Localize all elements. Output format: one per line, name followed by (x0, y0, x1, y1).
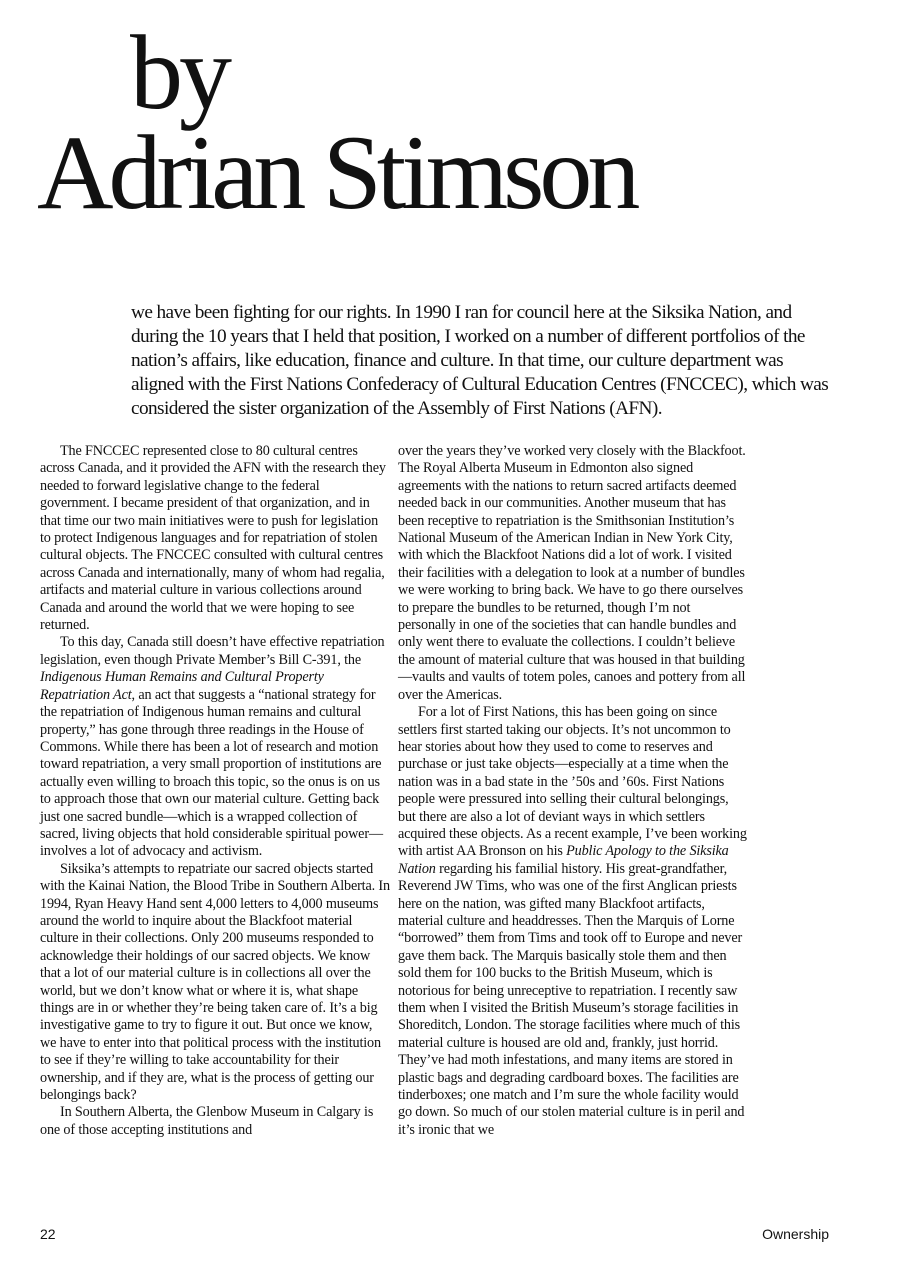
paragraph: The FNCCEC represented close to 80 cultural centres across Canada, and it provided the AFN with the research they needed to forward legislative change to the federal government. I became president of that organization, and in that time our two main initiatives were to push for legislation to protect Indigenous languages and for repatriation of stolen cultural objects. The FNCCEC consulted with cultural centres across Canada and internationally, many of whom had regalia, artifacts and material culture in various collections around Canada and around the world that we were hoping to see returned. (40, 443, 386, 634)
right-column (398, 443, 748, 1139)
artwork-title: Public Apology to the Siksika Nation (398, 843, 729, 877)
paragraph: Siksika’s attempts to repatriate our sacred objects started with the Kainai Nation, the Blood Tribe in Southern Alberta. In 1994, Ryan Heavy Hand sent 4,000 letters to 4,000 museums around the world to inquire about the Blackfoot material culture in their collections. Only 200 museums responded to acknowledge their holdings of our sacred objects. We know that a lot of our material culture is in collections all over the world, but we don’t know what or where it is, what shape things are in or whether they’re being taken care of. It’s a big investigative game to try to figure it out. But once we know, we have to enter into that political process with the institution to see if they’re willing to take accountability for their ownership, and if they are, what is the process of getting our belongings back? (40, 860, 390, 1104)
paragraph: In Southern Alberta, the Glenbow Museum in Calgary is one of those accepting institutions and (40, 1104, 374, 1138)
paragraph: To this day, Canada still doesn’t have effective repatriation legislation, even though Private Member’s Bill C-391, the Indigenous Human Remains and Cultural Property Repatriation Act, an act that suggests a “national strategy for the repatriation of Indigenous human remains and cultural property,” has gone through three readings in the House of Commons. While there has been a lot of research and motion toward repatriation, a very small proportion of institutions are actually even willing to broach this topic, so the onus is on us to approach those that own our material culture. Getting back just one sacred bundle—which is a wrapped collection of sacred, living objects that hold considerable spiritual power—involves a lot of advocacy and activism. (40, 634, 385, 860)
paragraph: over the years they’ve worked very closely with the Blackfoot. The Royal Alberta Museum in Edmonton also signed agreements with the nations to return sacred artifacts deemed needed back in our communities. Another museum that has been receptive to repatriation is the Smithsonian Institution’s National Museum of the American Indian in New York City, with which the Blackfoot Nations did a lot of work. I visited their facilities with a delegation to look at a number of bundles we were working to bring back. We have to go there ourselves to prepare the bundles to be returned, though I’m not personally in one of the societies that can handle bundles and only went there to evaluate the collections. I couldn’t believe the amount of material culture that was housed in that building—vaults and vaults of totem poles, canoes and pottery from all over the Americas. (398, 443, 746, 703)
bill-title: Indigenous Human Remains and Cultural Property Repatriation Act (40, 669, 324, 703)
paragraph: For a lot of First Nations, this has been going on since settlers first started taking our objects. It’s not uncommon to hear stories about how they used to come to reserves and purchase or just take objects—especially at a time when the nation was in a bad state in the ’50s and ’60s. First Nations people were pressured into selling their cultural belongings, but there are also a lot of deviant ways in which settlers acquired these objects. As a recent example, I’ve been working with artist AA Bronson on his Public Apology to the Siksika Nation regarding his familial history. His great-grandfather, Reverend JW Tims, who was one of the first Anglican priests here on the nation, was gifted many Blackfoot artifacts, material culture and headdresses. Then the Marquis of Lorne “borrowed” them from Tims and took off to Europe and never gave them back. The Marquis basically stole them and then sold them for 100 bucks to the British Museum, which is notorious for being unreceptive to repatriation. I recently saw them when I visited the British Museum’s storage facilities in Shoreditch, London. The storage facilities where much of this material culture is housed are old and, frankly, just horrid. They’ve had moth infestations, and many items are stored in plastic bags and degrading cardboard boxes. The facilities are tinderboxes; one match and I’m sure the whole facility would go down. So much of our stolen material culture is in peril and it’s ironic that we (398, 704, 747, 1138)
section-title: Ownership (762, 1226, 829, 1242)
intro-paragraph: we have been fighting for our rights. In 1990 I ran for council here at the Siksika Nation, and during the 10 years that I held that position, I worked on a number of different portfolios of the nation’s affairs, like education, finance and culture. In that time, our culture department was aligned with the First Nations Confederacy of Cultural Education Centres (FNCCEC), which was considered the sister organization of the Assembly of First Nations (AFN). (131, 302, 829, 419)
left-column (40, 443, 390, 1139)
page-number: 22 (40, 1226, 56, 1242)
author-name-title: Adrian Stimson (37, 114, 636, 231)
title-by: by (130, 14, 228, 131)
